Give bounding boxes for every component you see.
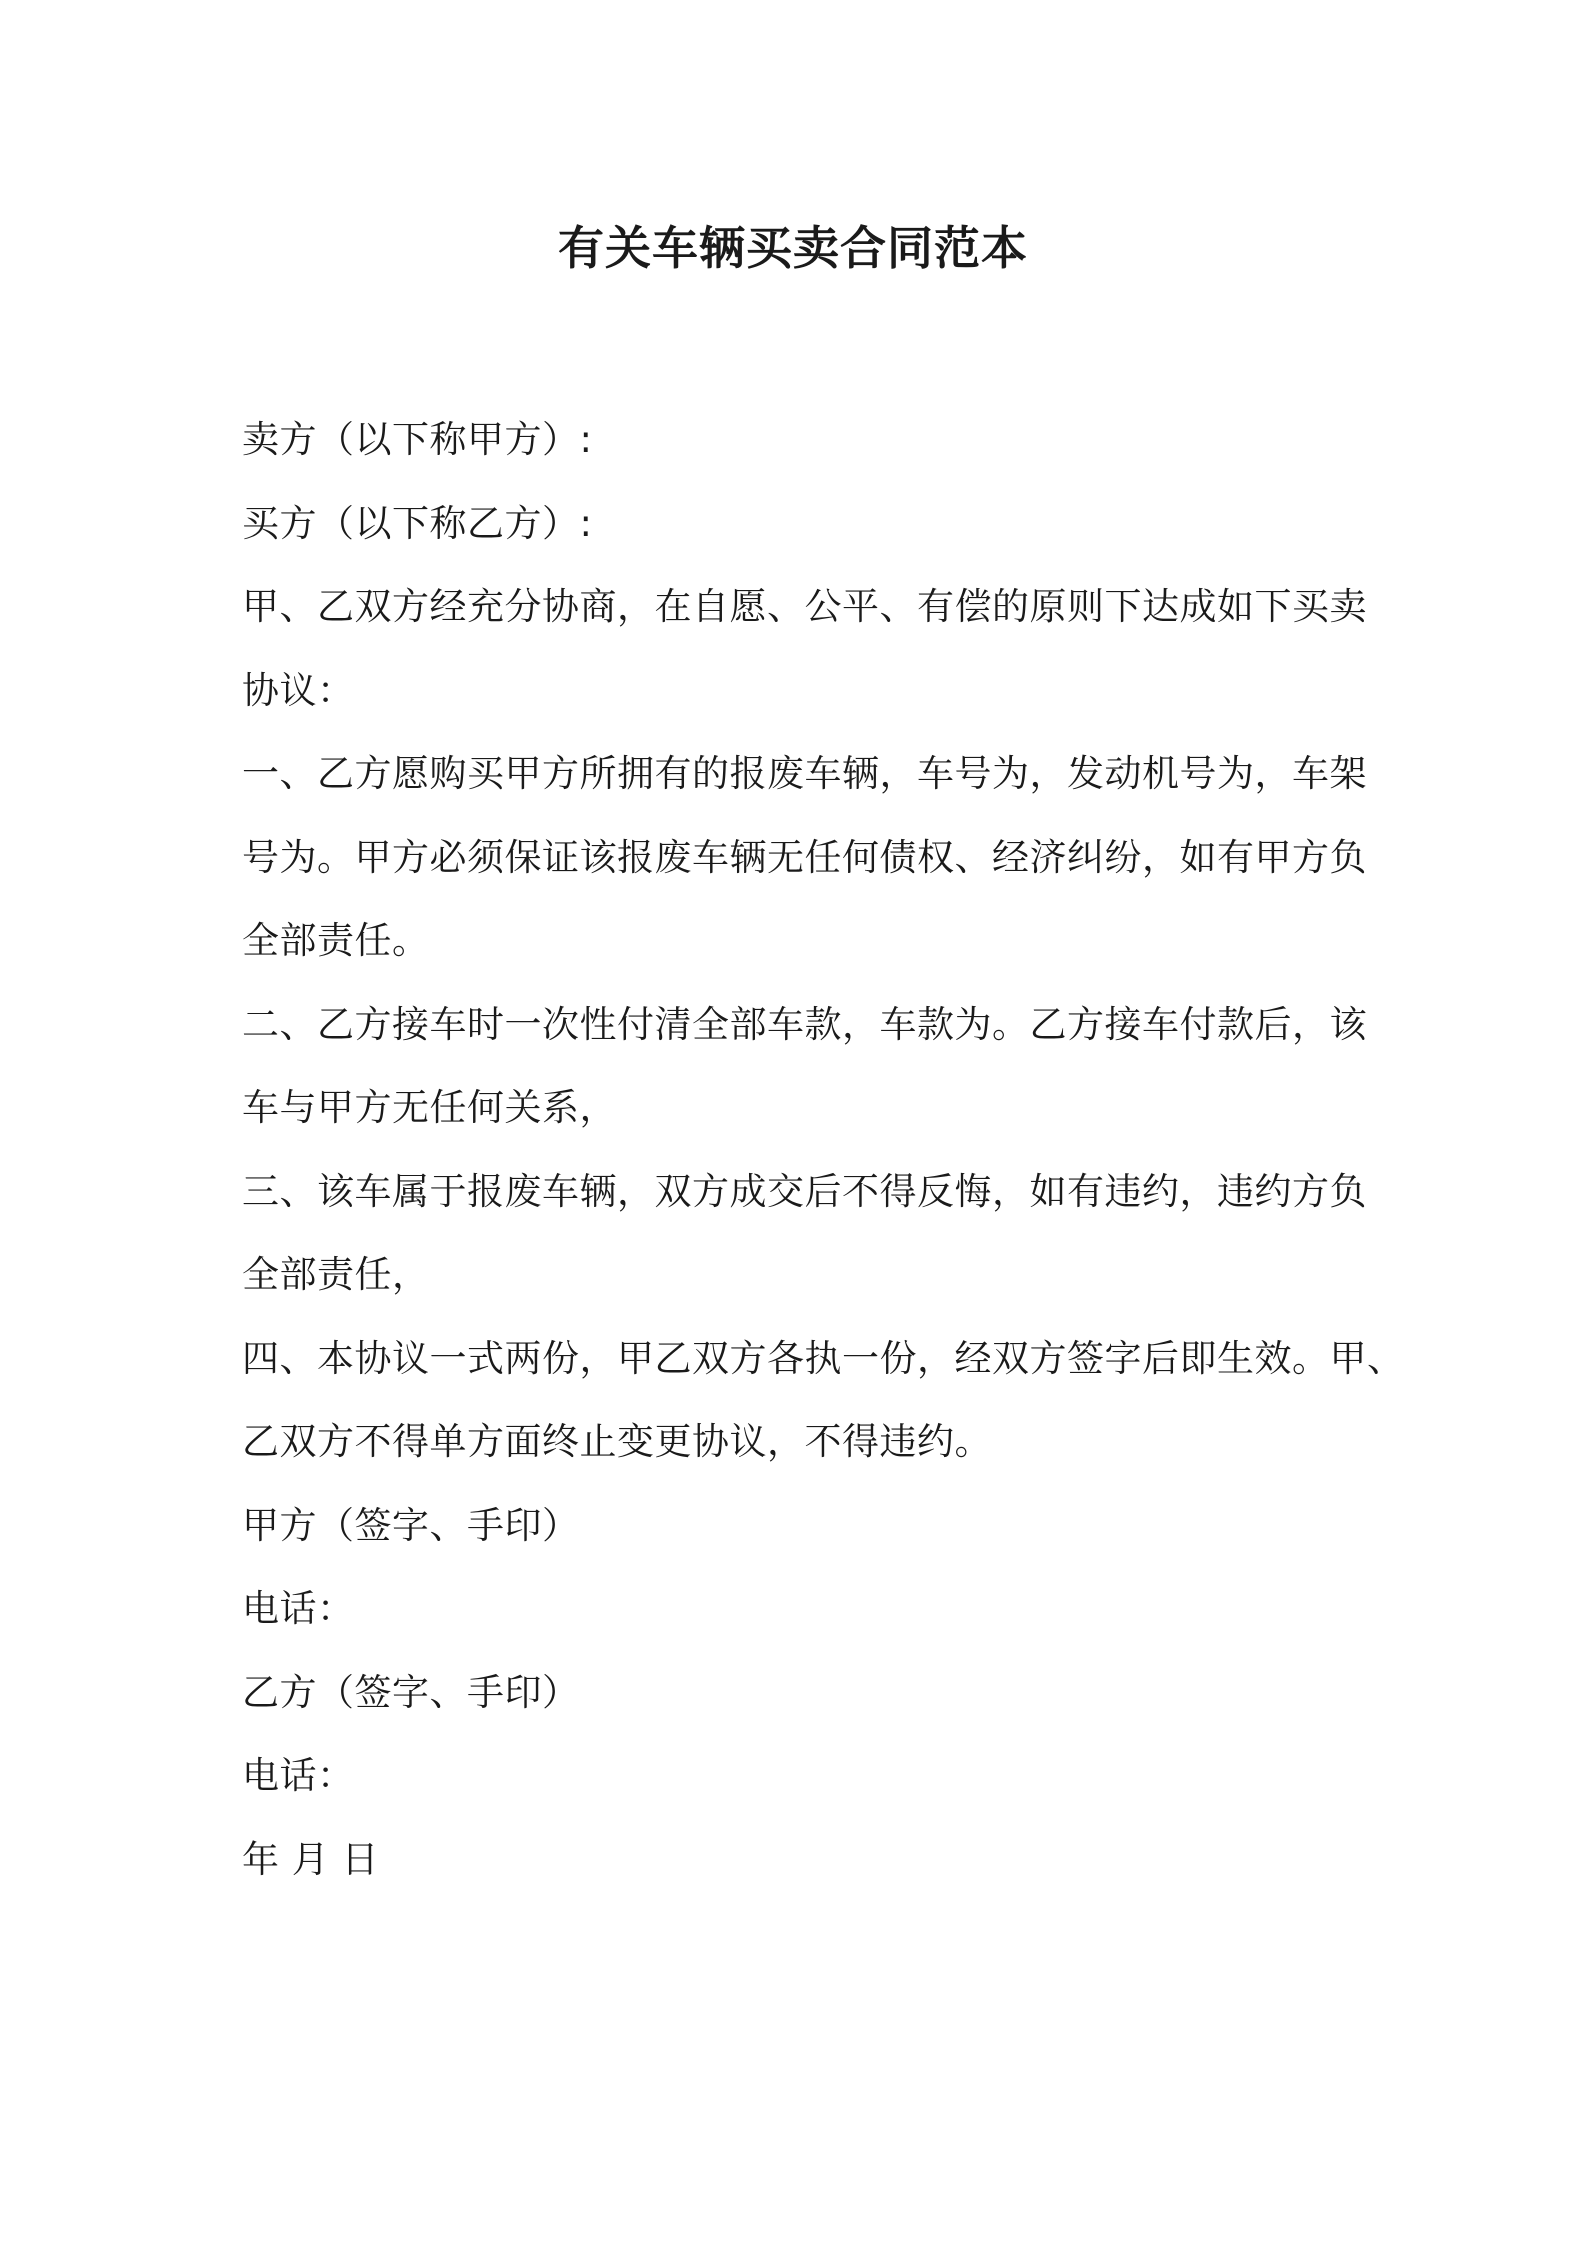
document-body [242, 398, 1405, 1901]
preamble-line-1: 甲、乙双方经充分协商，在自愿、公平、有偿的原则下达成如下买卖 [242, 585, 1367, 628]
date-line: 年 月 日 [242, 1837, 380, 1881]
clause-1-line-1: 一、乙方愿购买甲方所拥有的报废车辆，车号为，发动机号为，车架 [242, 752, 1367, 795]
clause-4-line-2: 乙双方不得单方面终止变更协议，不得违约。 [242, 1420, 992, 1463]
clause-2-line-2: 车与甲方无任何关系， [242, 1086, 617, 1129]
clause-3-line-1: 三、该车属于报废车辆，双方成交后不得反悔，如有违约，违约方负 [242, 1169, 1367, 1213]
party-a-phone: 电话： [242, 1587, 355, 1630]
clause-3-line-2: 全部责任， [242, 1253, 430, 1296]
clause-1-line-2: 号为。甲方必须保证该报废车辆无任何债权、经济纠纷，如有甲方负 [242, 835, 1367, 879]
party-a-signature: 甲方（签字、手印） [242, 1503, 580, 1547]
seller-line: 卖方（以下称甲方）: [242, 418, 593, 461]
buyer-line: 买方（以下称乙方）: [242, 501, 593, 545]
clause-4-line-1: 四、本协议一式两份，甲乙双方各执一份，经双方签字后即生效。甲、 [242, 1336, 1405, 1380]
party-b-phone: 电话： [242, 1754, 355, 1797]
clause-1-line-3: 全部责任。 [242, 919, 430, 962]
document-title: 有关车辆买卖合同范本 [558, 221, 1028, 275]
preamble-line-2: 协议： [242, 668, 355, 712]
party-b-signature: 乙方（签字、手印） [242, 1670, 580, 1714]
clause-2-line-1: 二、乙方接车时一次性付清全部车款，车款为。乙方接车付款后，该 [242, 1002, 1367, 1046]
